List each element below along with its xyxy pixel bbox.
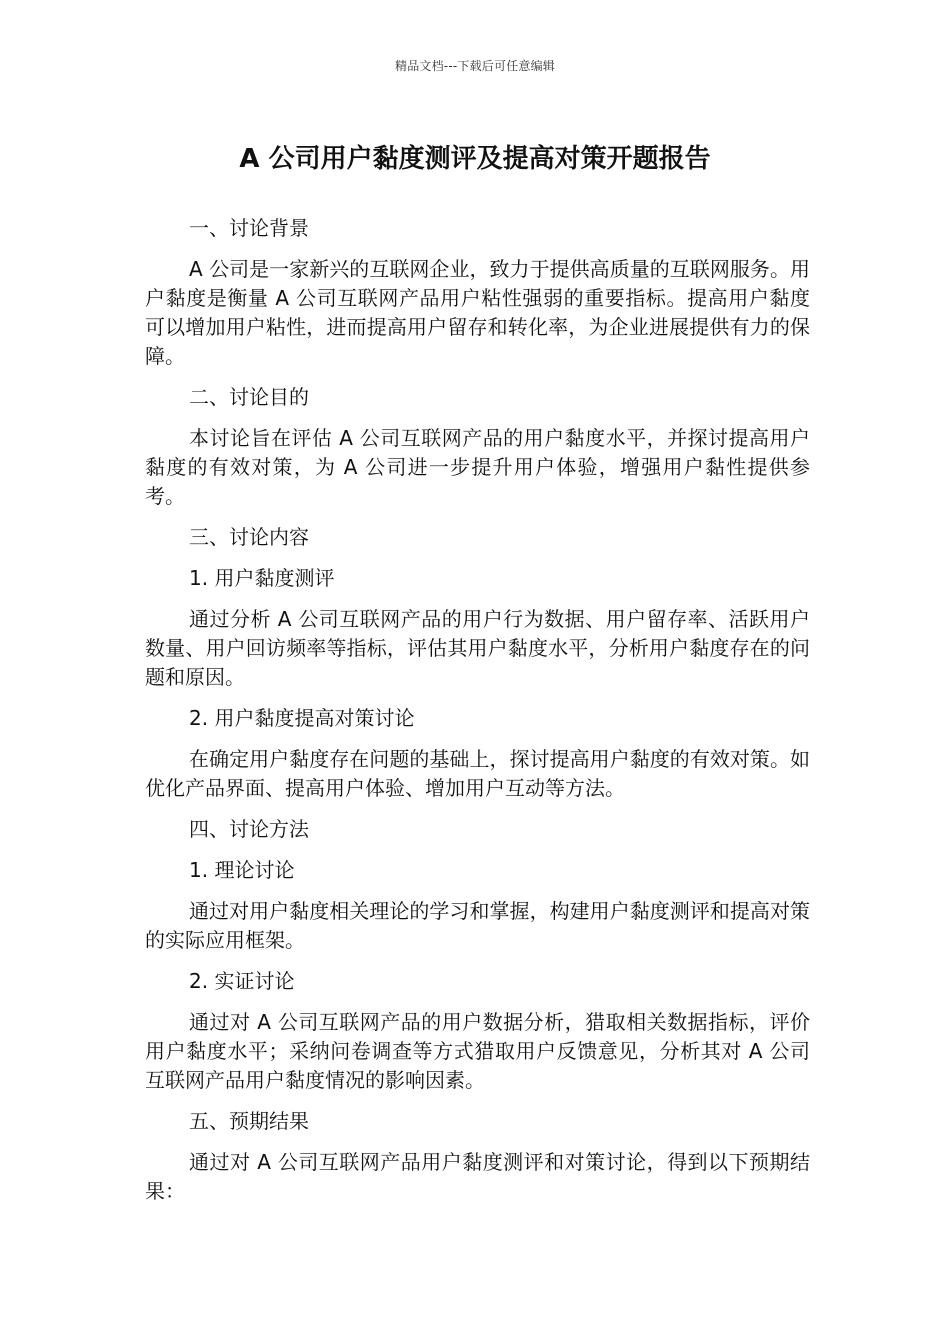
paragraph-stickiness-evaluation: 通过分析 A 公司互联网产品的用户行为数据、用户留存率、活跃用户数量、用户回访频率等指标，评估其用户黏度水平，分析用户黏度存在的问题和原因。: [145, 607, 810, 689]
paragraph-expected-results: 通过对 A 公司互联网产品用户黏度测评和对策讨论，得到以下预期结果：: [145, 1150, 810, 1203]
subheading-theory: 1. 理论讨论: [189, 858, 295, 882]
paragraph-background: A 公司是一家新兴的互联网企业，致力于提供高质量的互联网服务。用户黏度是衡量 A 公司互联网产品用户粘性强弱的重要指标。提高用户黏度可以增加用户粘性，进而提高用户留存和转化率，为企业进展提供有力的保障。: [145, 257, 810, 368]
document-body: [145, 214, 810, 1218]
section-heading-expected-results: 五、预期结果: [189, 1109, 309, 1133]
subheading-empirical: 2. 实证讨论: [189, 969, 295, 993]
section-heading-background: 一、讨论背景: [189, 216, 309, 240]
header-note: 精品文档---下载后可任意编辑: [395, 59, 555, 73]
paragraph-empirical: 通过对 A 公司互联网产品的用户数据分析，猎取相关数据指标，评价用户黏度水平；采纳问卷调查等方式猎取用户反馈意见，分析其对 A 公司互联网产品用户黏度情况的影响因素。: [145, 1010, 810, 1092]
section-heading-methods: 四、讨论方法: [189, 817, 309, 841]
subheading-stickiness-evaluation: 1. 用户黏度测评: [189, 566, 335, 590]
paragraph-purpose: 本讨论旨在评估 A 公司互联网产品的用户黏度水平，并探讨提高用户黏度的有效对策，为 A 公司进一步提升用户体验，增强用户黏性提供参考。: [145, 426, 810, 508]
paragraph-theory: 通过对用户黏度相关理论的学习和掌握，构建用户黏度测评和提高对策的实际应用框架。: [145, 899, 810, 952]
section-heading-purpose: 二、讨论目的: [189, 385, 309, 409]
document-title: A 公司用户黏度测评及提高对策开题报告: [239, 144, 711, 174]
subheading-improvement-strategies: 2. 用户黏度提高对策讨论: [189, 706, 415, 730]
section-heading-content: 三、讨论内容: [189, 525, 309, 549]
paragraph-improvement-strategies: 在确定用户黏度存在问题的基础上，探讨提高用户黏度的有效对策。如优化产品界面、提高用户体验、增加用户互动等方法。: [145, 747, 810, 800]
